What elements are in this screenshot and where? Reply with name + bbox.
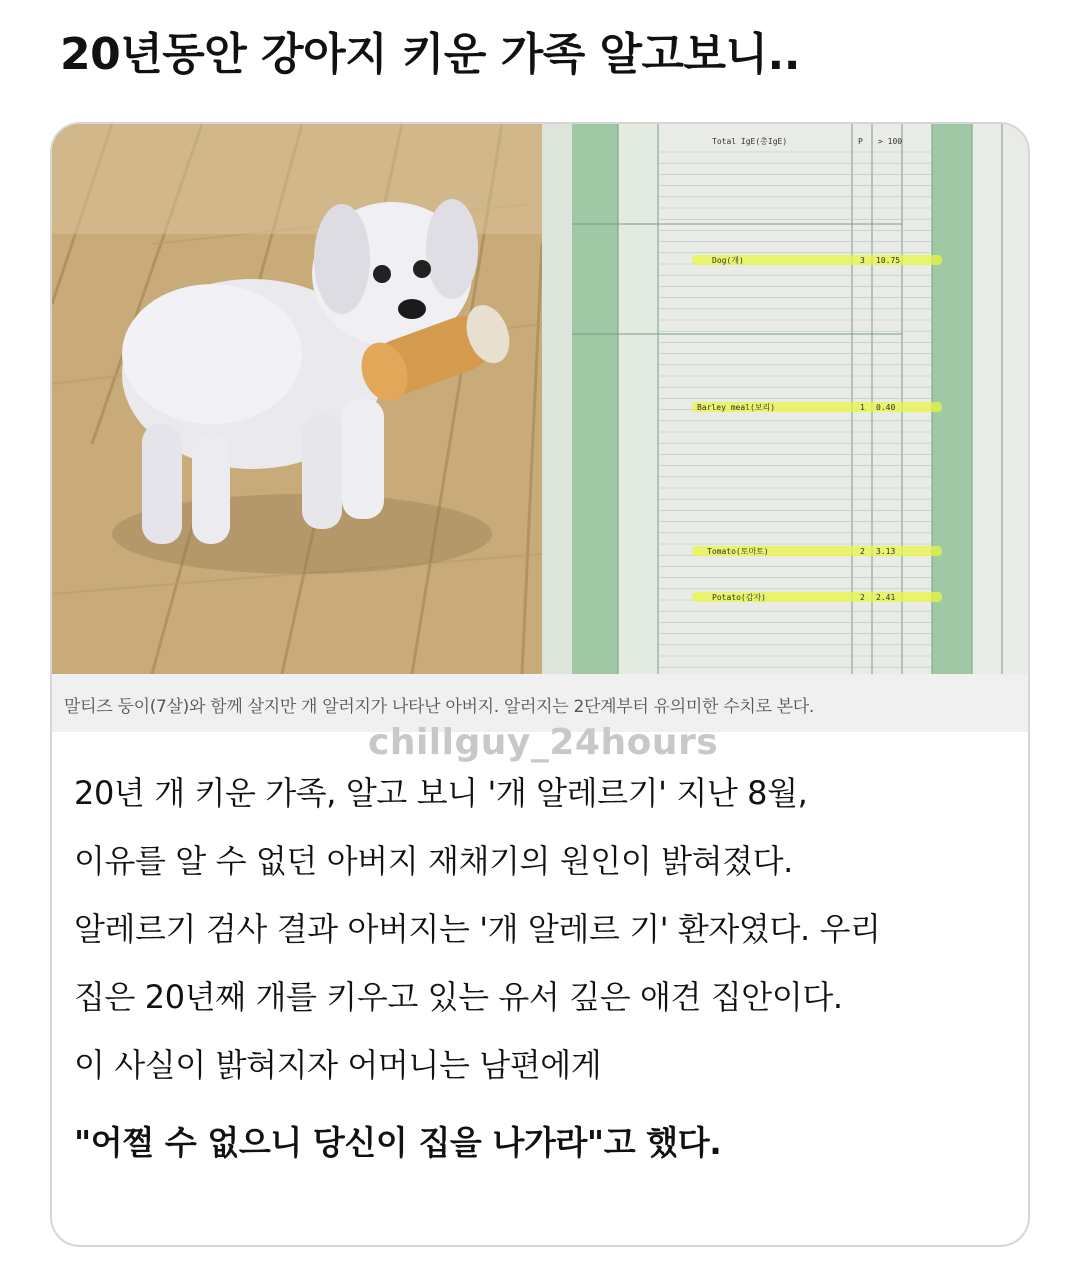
report-header-range: > 100 [878,137,903,146]
hl-row-dog-class: 3 [860,256,865,265]
hl-row-barley-class: 1 [860,403,865,412]
article-line: 이 사실이 밝혀지자 어머니는 남편에게 [74,1046,602,1084]
hl-row-dog-name: Dog(개) [712,256,744,265]
report-header-class: P [858,137,863,146]
article-quote: "어쩔 수 없으니 당신이 집을 나가라"고 했다. [74,1123,722,1162]
hl-row-tomato-name: Tomato(토마토) [707,547,769,556]
hl-row-barley-value: 0.40 [876,403,896,412]
hl-row-potato-class: 2 [860,593,865,602]
hl-row-potato-name: Potato(감자) [712,593,766,602]
article-line: 집은 20년째 개를 키우고 있는 유서 깊은 애견 집안이다. [74,978,843,1016]
allergy-report [542,124,1028,674]
hl-row-potato-value: 2.41 [876,593,896,602]
article-line: 20년 개 키운 가족, 알고 보니 '개 알레르기' 지난 8월, [74,774,808,812]
hl-row-tomato-value: 3.13 [876,547,896,556]
report-header: Total IgE(총IgE) [712,137,788,146]
article-line: 이유를 알 수 없던 아버지 재채기의 원인이 밝혀졌다. [74,842,793,880]
photo-illustration [52,124,1028,674]
hl-row-barley-name: Barley meal(보리) [697,403,776,412]
post-card[interactable] [50,122,1030,1247]
photo-caption: 말티즈 둥이(7살)와 함께 살지만 개 알러지가 나타난 아버지. 알러지는 2단계부터 유의미한 수치로 본다. [64,697,815,717]
post-photo[interactable] [52,124,1028,674]
post-title: 20년동안 강아지 키운 가족 알고보니.. [60,29,800,80]
hl-row-dog-value: 10.75 [876,256,901,265]
article-line: 알레르기 검사 결과 아버지는 '개 알레르 기' 환자였다. 우리 [74,910,881,948]
article-body [74,759,1014,1177]
watermark: chillguy_24hours [368,722,719,763]
hl-row-tomato-class: 2 [860,547,865,556]
